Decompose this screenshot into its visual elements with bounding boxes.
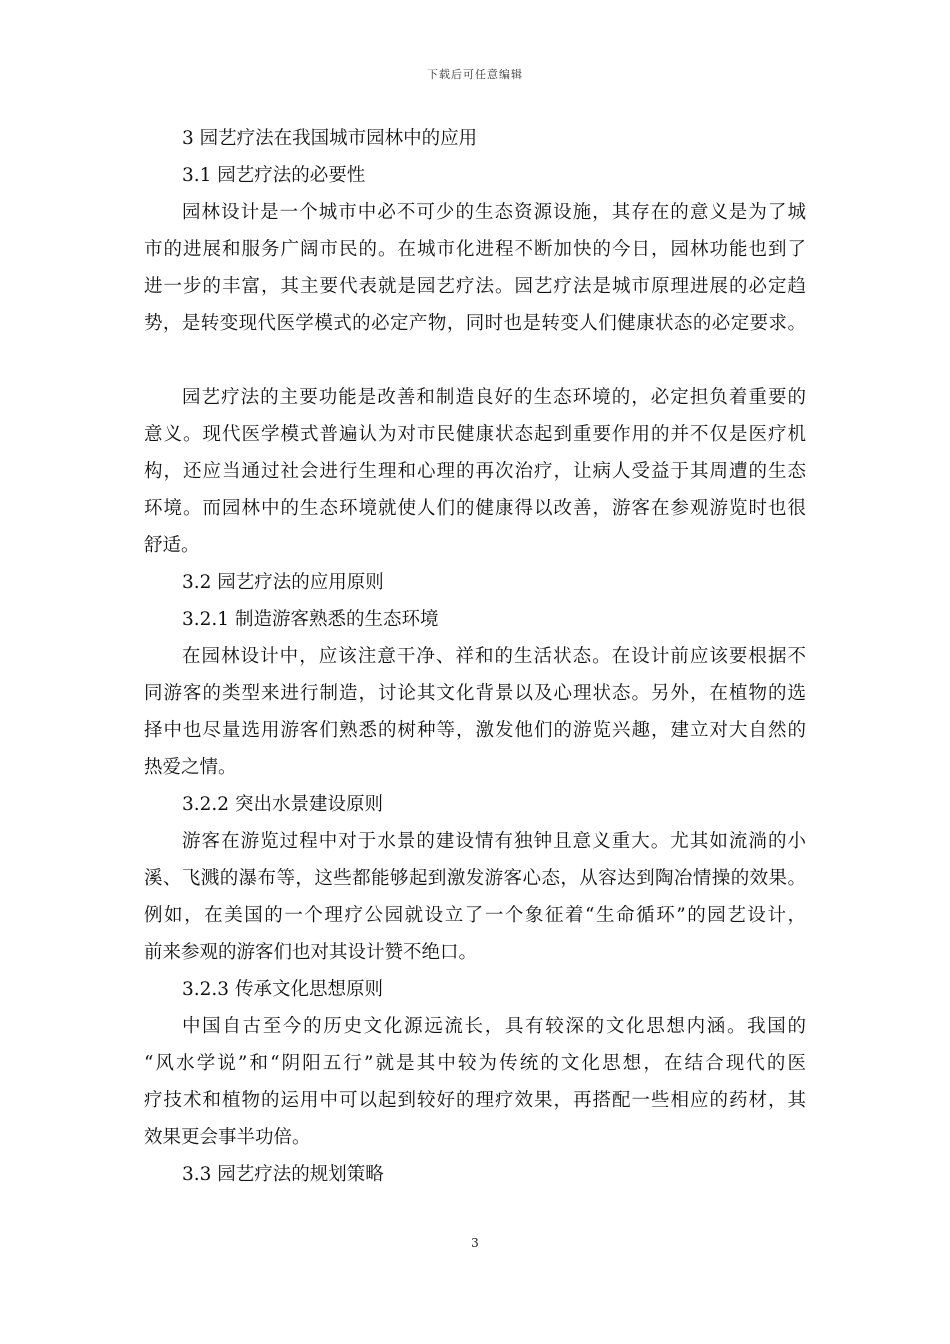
paragraph-line: 环境。而园林中的生态环境就使人们的健康得以改善，游客在参观游览时也很 (144, 498, 806, 519)
section-heading-3-2-3: 3.2.3 传承文化思想原则 (182, 979, 383, 1000)
paragraph-line: 园艺疗法的主要功能是改善和制造良好的生态环境的，必定担负着重要的 (182, 387, 806, 408)
paragraph-line: 园林设计是一个城市中必不可少的生态资源设施，其存在的意义是为了城 (182, 202, 806, 223)
paragraph-line: 在园林设计中，应该注意干净、祥和的生活状态。在设计前应该要根据不 (182, 646, 806, 667)
document-body (144, 120, 806, 1193)
paragraph-line: “风水学说”和“阴阳五行”就是其中较为传统的文化思想，在结合现代的医 (144, 1053, 806, 1074)
paragraph-line: 游客在游览过程中对于水景的建设情有独钟且意义重大。尤其如流淌的小 (182, 831, 806, 852)
paragraph-line: 择中也尽量选用游客们熟悉的树种等，激发他们的游览兴趣，建立对大自然的 (144, 720, 806, 741)
paragraph-necessity (144, 194, 806, 342)
paragraph-function (144, 379, 806, 564)
section-heading-3-2-1: 3.2.1 制造游客熟悉的生态环境 (182, 609, 439, 630)
paragraph-familiar-environment (144, 638, 806, 786)
section-heading-3-1: 3.1 园艺疗法的必要性 (182, 165, 366, 186)
header-note: 下载后可任意编辑 (427, 68, 523, 81)
section-heading-3-3: 3.3 园艺疗法的规划策略 (182, 1164, 384, 1185)
paragraph-gap (144, 342, 806, 379)
section-heading-3-2: 3.2 园艺疗法的应用原则 (182, 572, 384, 593)
paragraph-line: 构，还应当通过社会进行生理和心理的再次治疗，让病人受益于其周遭的生态 (144, 461, 806, 482)
paragraph-line: 市的进展和服务广阔市民的。在城市化进程不断加快的今日，园林功能也到了 (144, 239, 806, 260)
section-heading-3-2-2: 3.2.2 突出水景建设原则 (182, 794, 383, 815)
paragraph-line: 例如，在美国的一个理疗公园就设立了一个象征着“生命循环”的园艺设计， (144, 905, 806, 926)
paragraph-line: 进一步的丰富，其主要代表就是园艺疗法。园艺疗法是城市原理进展的必定趋 (144, 276, 806, 297)
paragraph-line: 热爱之情。 (144, 757, 237, 778)
paragraph-line: 中国自古至今的历史文化源远流长，具有较深的文化思想内涵。我国的 (182, 1016, 806, 1037)
section-heading-3: 3 园艺疗法在我国城市园林中的应用 (182, 128, 478, 149)
paragraph-line: 势，是转变现代医学模式的必定产物，同时也是转变人们健康状态的必定要求。 (144, 313, 806, 334)
paragraph-line: 舒适。 (144, 535, 200, 556)
paragraph-water-features (144, 823, 806, 971)
paragraph-cultural-heritage (144, 1008, 806, 1156)
paragraph-line: 效果更会事半功倍。 (144, 1127, 311, 1148)
page-number: 3 (471, 1236, 479, 1250)
paragraph-line: 同游客的类型来进行制造，讨论其文化背景以及心理状态。另外，在植物的选 (144, 683, 806, 704)
paragraph-line: 意义。现代医学模式普遍认为对市民健康状态起到重要作用的并不仅是医疗机 (144, 424, 806, 445)
paragraph-line: 前来参观的游客们也对其设计赞不绝口。 (144, 942, 478, 963)
paragraph-line: 疗技术和植物的运用中可以起到较好的理疗效果，再搭配一些相应的药材，其 (144, 1090, 806, 1111)
paragraph-line: 溪、飞溅的瀑布等，这些都能够起到激发游客心态，从容达到陶冶情操的效果。 (144, 868, 806, 889)
